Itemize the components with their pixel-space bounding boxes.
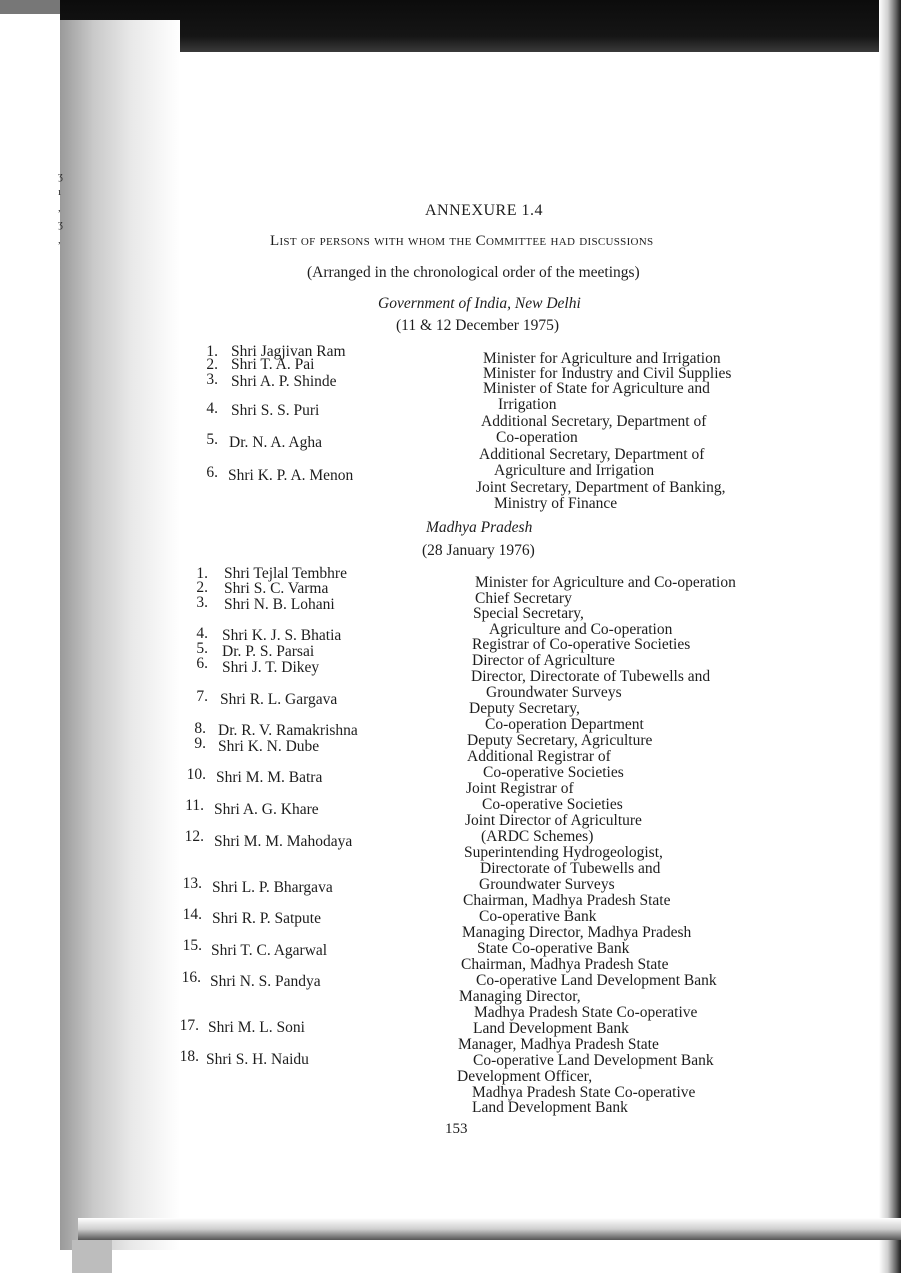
- scan-corner-mark: [72, 1240, 112, 1273]
- person-name: Shri K. N. Dube: [218, 738, 320, 755]
- person-name: Shri T. C. Agarwal: [211, 942, 328, 959]
- person-number: 8.: [194, 720, 206, 737]
- person-name: Shri N. S. Pandya: [210, 973, 321, 990]
- margin-marks: ʒ ı , ʒ ,: [58, 170, 63, 246]
- designation-line: Ministry of Finance: [494, 495, 618, 512]
- designation-line: Madhya Pradesh State Co-operative: [474, 1004, 698, 1021]
- person-number: 6.: [206, 464, 218, 481]
- designation-line: Co-operative Societies: [482, 796, 623, 813]
- person-name: Shri M. L. Soni: [208, 1019, 305, 1036]
- designation-line: Co-operative Land Development Bank: [473, 1052, 714, 1069]
- designation-line: Superintending Hydrogeologist,: [464, 844, 663, 861]
- designation-line: Minister for Industry and Civil Supplies: [483, 365, 732, 382]
- designation-line: Additional Registrar of: [467, 748, 611, 765]
- designation-line: Deputy Secretary,: [469, 700, 580, 717]
- designation-line: Registrar of Co-operative Societies: [472, 636, 691, 653]
- person-number: 3.: [206, 371, 218, 388]
- designation-line: Co-operative Land Development Bank: [476, 972, 717, 989]
- designation-line: Managing Director, Madhya Pradesh: [462, 924, 692, 941]
- designation-line: Co-operation Department: [485, 716, 644, 733]
- person-number: 13.: [182, 875, 202, 892]
- person-number: 11.: [185, 797, 204, 814]
- section-place: Government of India, New Delhi: [378, 295, 581, 312]
- scan-edge-shadow: [0, 0, 60, 14]
- designation-line: Chairman, Madhya Pradesh State: [463, 892, 671, 909]
- designation-line: Co-operative Bank: [479, 908, 597, 925]
- designation-line: Special Secretary,: [473, 605, 584, 622]
- person-name: Shri Jagjivan Ram: [231, 343, 346, 360]
- designation-line: Joint Registrar of: [466, 780, 574, 797]
- annexure-subtitle: List of persons with whom the Committee had discussions: [270, 233, 654, 249]
- person-number: 5.: [196, 640, 208, 657]
- designation-line: Minister for Agriculture and Co-operation: [475, 574, 736, 591]
- designation-line: Land Development Bank: [473, 1020, 629, 1037]
- person-number: 4.: [206, 400, 218, 417]
- designation-line: Director of Agriculture: [472, 652, 615, 669]
- designation-line: (ARDC Schemes): [481, 828, 594, 845]
- person-number: 10.: [186, 766, 206, 783]
- designation-line: Joint Secretary, Department of Banking,: [476, 479, 726, 496]
- designation-line: Directorate of Tubewells and: [480, 860, 661, 877]
- designation-line: Manager, Madhya Pradesh State: [458, 1036, 659, 1053]
- person-number: 1.: [206, 343, 218, 360]
- designation-line: Co-operative Societies: [483, 764, 624, 781]
- scan-top-shadow: [60, 0, 901, 52]
- person-number: 3.: [196, 594, 208, 611]
- person-number: 6.: [196, 655, 208, 672]
- person-number: 14.: [182, 906, 202, 923]
- person-name: Dr. N. A. Agha: [229, 434, 322, 451]
- designation-line: Agriculture and Irrigation: [494, 462, 655, 479]
- person-number: 18.: [179, 1048, 199, 1065]
- designation-line: Chief Secretary: [475, 590, 572, 607]
- section-date: (11 & 12 December 1975): [396, 317, 559, 334]
- section-place: Madhya Pradesh: [426, 519, 533, 536]
- person-number: 16.: [181, 969, 201, 986]
- annexure-title: ANNEXURE 1.4: [425, 202, 543, 219]
- person-number: 5.: [206, 431, 218, 448]
- person-name: Shri N. B. Lohani: [224, 596, 335, 613]
- page-number: 153: [445, 1121, 468, 1137]
- book-spine-shadow: [60, 20, 180, 1250]
- person-number: 1.: [196, 565, 208, 582]
- designation-line: Joint Director of Agriculture: [465, 812, 642, 829]
- person-number: 9.: [194, 735, 206, 752]
- designation-line: Co-operation: [496, 429, 578, 446]
- person-name: Shri M. M. Mahodaya: [214, 833, 353, 850]
- person-name: Shri T. A. Pai: [231, 356, 315, 373]
- person-number: 4.: [196, 625, 208, 642]
- designation-line: Director, Directorate of Tubewells and: [471, 668, 711, 685]
- person-name: Dr. R. V. Ramakrishna: [218, 722, 358, 739]
- person-number: 2.: [206, 356, 218, 373]
- designation-line: Development Officer,: [457, 1068, 593, 1085]
- arrangement-note: (Arranged in the chronological order of the meetings): [307, 264, 640, 281]
- person-number: 2.: [196, 579, 208, 596]
- person-number: 7.: [196, 688, 208, 705]
- person-name: Shri Tejlal Tembhre: [224, 565, 347, 582]
- section-date: (28 January 1976): [422, 542, 535, 559]
- designation-line: State Co-operative Bank: [477, 940, 630, 957]
- designation-line: Agriculture and Co-operation: [489, 621, 673, 638]
- person-name: Shri R. P. Satpute: [212, 910, 321, 927]
- person-name: Shri L. P. Bhargava: [212, 879, 333, 896]
- person-name: Dr. P. S. Parsai: [222, 643, 315, 660]
- designation-line: Madhya Pradesh State Co-operative: [472, 1084, 696, 1101]
- designation-line: Deputy Secretary, Agriculture: [467, 732, 653, 749]
- person-name: Shri S. C. Varma: [224, 580, 329, 597]
- person-number: 12.: [184, 828, 204, 845]
- person-name: Shri A. P. Shinde: [231, 373, 337, 390]
- designation-line: Minister of State for Agriculture and: [483, 380, 710, 397]
- person-name: Shri K. J. S. Bhatia: [222, 627, 342, 644]
- person-name: Shri A. G. Khare: [214, 801, 319, 818]
- person-name: Shri R. L. Gargava: [220, 691, 338, 708]
- person-name: Shri S. S. Puri: [231, 402, 320, 419]
- designation-line: Additional Secretary, Department of: [479, 446, 705, 463]
- person-name: Shri S. H. Naidu: [206, 1051, 309, 1068]
- scan-bottom-shadow: [78, 1218, 901, 1240]
- designation-line: Land Development Bank: [472, 1099, 628, 1116]
- person-name: Shri M. M. Batra: [216, 769, 323, 786]
- person-number: 17.: [179, 1017, 199, 1034]
- designation-line: Chairman, Madhya Pradesh State: [461, 956, 669, 973]
- designation-line: Groundwater Surveys: [479, 876, 615, 893]
- designation-line: Managing Director,: [459, 988, 581, 1005]
- designation-line: Minister for Agriculture and Irrigation: [483, 350, 721, 367]
- designation-line: Irrigation: [498, 396, 557, 413]
- scan-right-shadow: [879, 0, 901, 1273]
- person-name: Shri K. P. A. Menon: [228, 467, 354, 484]
- person-name: Shri J. T. Dikey: [222, 659, 320, 676]
- designation-line: Additional Secretary, Department of: [481, 413, 707, 430]
- designation-line: Groundwater Surveys: [486, 684, 622, 701]
- person-number: 15.: [182, 937, 202, 954]
